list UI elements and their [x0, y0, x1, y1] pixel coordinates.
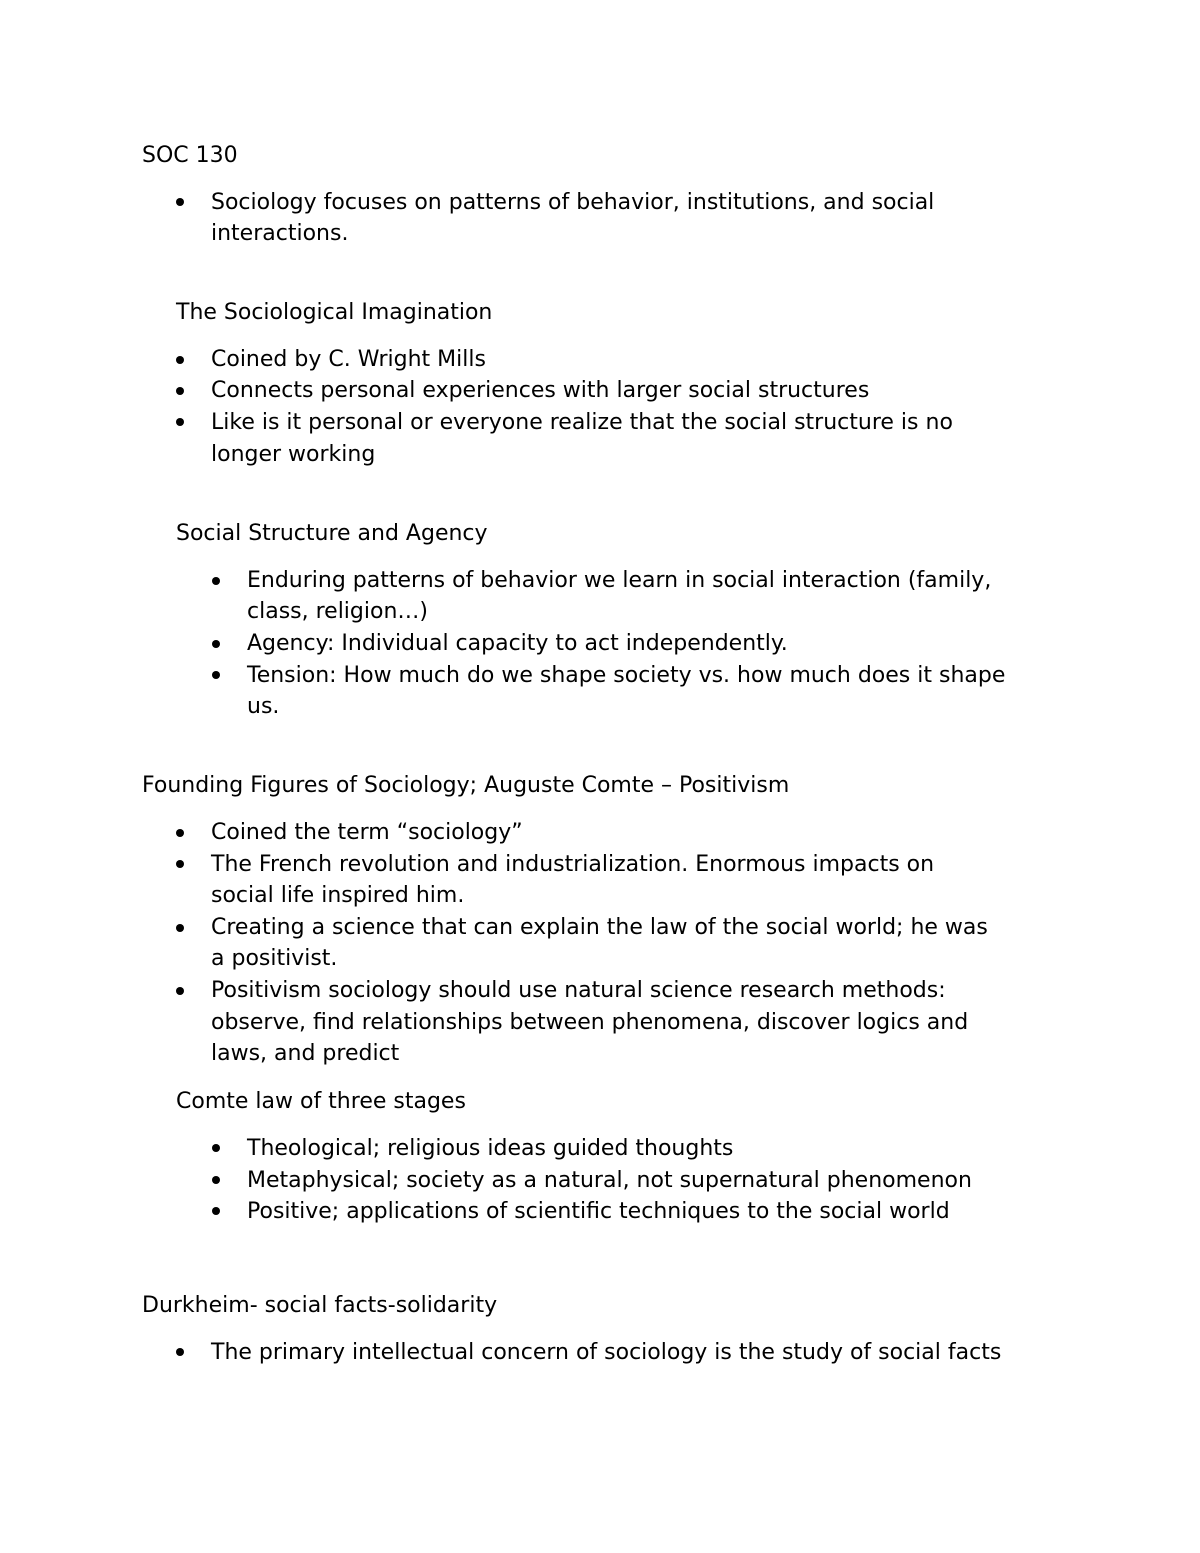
comte-bullet-4-line-2: observe, find relationships between phenomena, discover logics and: [211, 1010, 969, 1035]
stages-bullet-3: Positive; applications of scientific techniques to the social world: [247, 1199, 950, 1224]
comte-bullet-3-line-1: Creating a science that can explain the law of the social world; he was: [211, 915, 988, 940]
structure-bullet-3-line-1: Tension: How much do we shape society vs. how much does it shape: [247, 663, 1006, 688]
comte-bullet-3-line-2: a positivist.: [211, 946, 338, 971]
bullet-dot: [212, 1176, 220, 1184]
section-heading-comte: Founding Figures of Sociology; Auguste Comte – Positivism: [142, 773, 790, 798]
stages-bullet-1: Theological; religious ideas guided thoughts: [247, 1136, 734, 1161]
section-heading-structure: Social Structure and Agency: [176, 521, 488, 546]
section-heading-stages: Comte law of three stages: [176, 1089, 466, 1114]
bullet-dot: [212, 671, 220, 679]
bullet-dot: [176, 924, 184, 932]
bullet-dot: [176, 1348, 184, 1356]
bullet-dot: [212, 577, 220, 585]
bullet-dot: [212, 640, 220, 648]
comte-bullet-4-line-3: laws, and predict: [211, 1041, 400, 1066]
comte-bullet-1: Coined the term “sociology”: [211, 820, 523, 845]
bullet-dot: [176, 356, 184, 364]
imagination-bullet-3-line-2: longer working: [211, 442, 376, 467]
comte-bullet-2-line-2: social life inspired him.: [211, 883, 465, 908]
bullet-dot: [176, 829, 184, 837]
structure-bullet-3-line-2: us.: [247, 694, 280, 719]
structure-bullet-1-line-1: Enduring patterns of behavior we learn in social interaction (family,: [247, 568, 992, 593]
bullet-dot: [176, 198, 184, 206]
bullet-dot: [176, 860, 184, 868]
stages-bullet-2: Metaphysical; society as a natural, not supernatural phenomenon: [247, 1168, 972, 1193]
section-heading-durkheim: Durkheim- social facts-solidarity: [142, 1293, 498, 1318]
bullet-dot: [176, 387, 184, 395]
doc-title: SOC 130: [142, 143, 238, 168]
structure-bullet-2: Agency: Individual capacity to act independently.: [247, 631, 788, 656]
section-heading-imagination: The Sociological Imagination: [176, 300, 493, 325]
bullet-dot: [212, 1144, 220, 1152]
intro-bullet-line-2: interactions.: [211, 221, 349, 246]
comte-bullet-4-line-1: Positivism sociology should use natural science research methods:: [211, 978, 946, 1003]
durkheim-bullet-1: The primary intellectual concern of sociology is the study of social facts: [211, 1340, 1002, 1365]
bullet-dot: [212, 1207, 220, 1215]
imagination-bullet-2: Connects personal experiences with larger social structures: [211, 378, 870, 403]
comte-bullet-2-line-1: The French revolution and industrialization. Enormous impacts on: [211, 852, 935, 877]
imagination-bullet-1: Coined by C. Wright Mills: [211, 347, 486, 372]
intro-bullet-line-1: Sociology focuses on patterns of behavior, institutions, and social: [211, 190, 935, 215]
imagination-bullet-3-line-1: Like is it personal or everyone realize that the social structure is no: [211, 410, 953, 435]
bullet-dot: [176, 987, 184, 995]
bullet-dot: [176, 418, 184, 426]
structure-bullet-1-line-2: class, religion…): [247, 599, 428, 624]
